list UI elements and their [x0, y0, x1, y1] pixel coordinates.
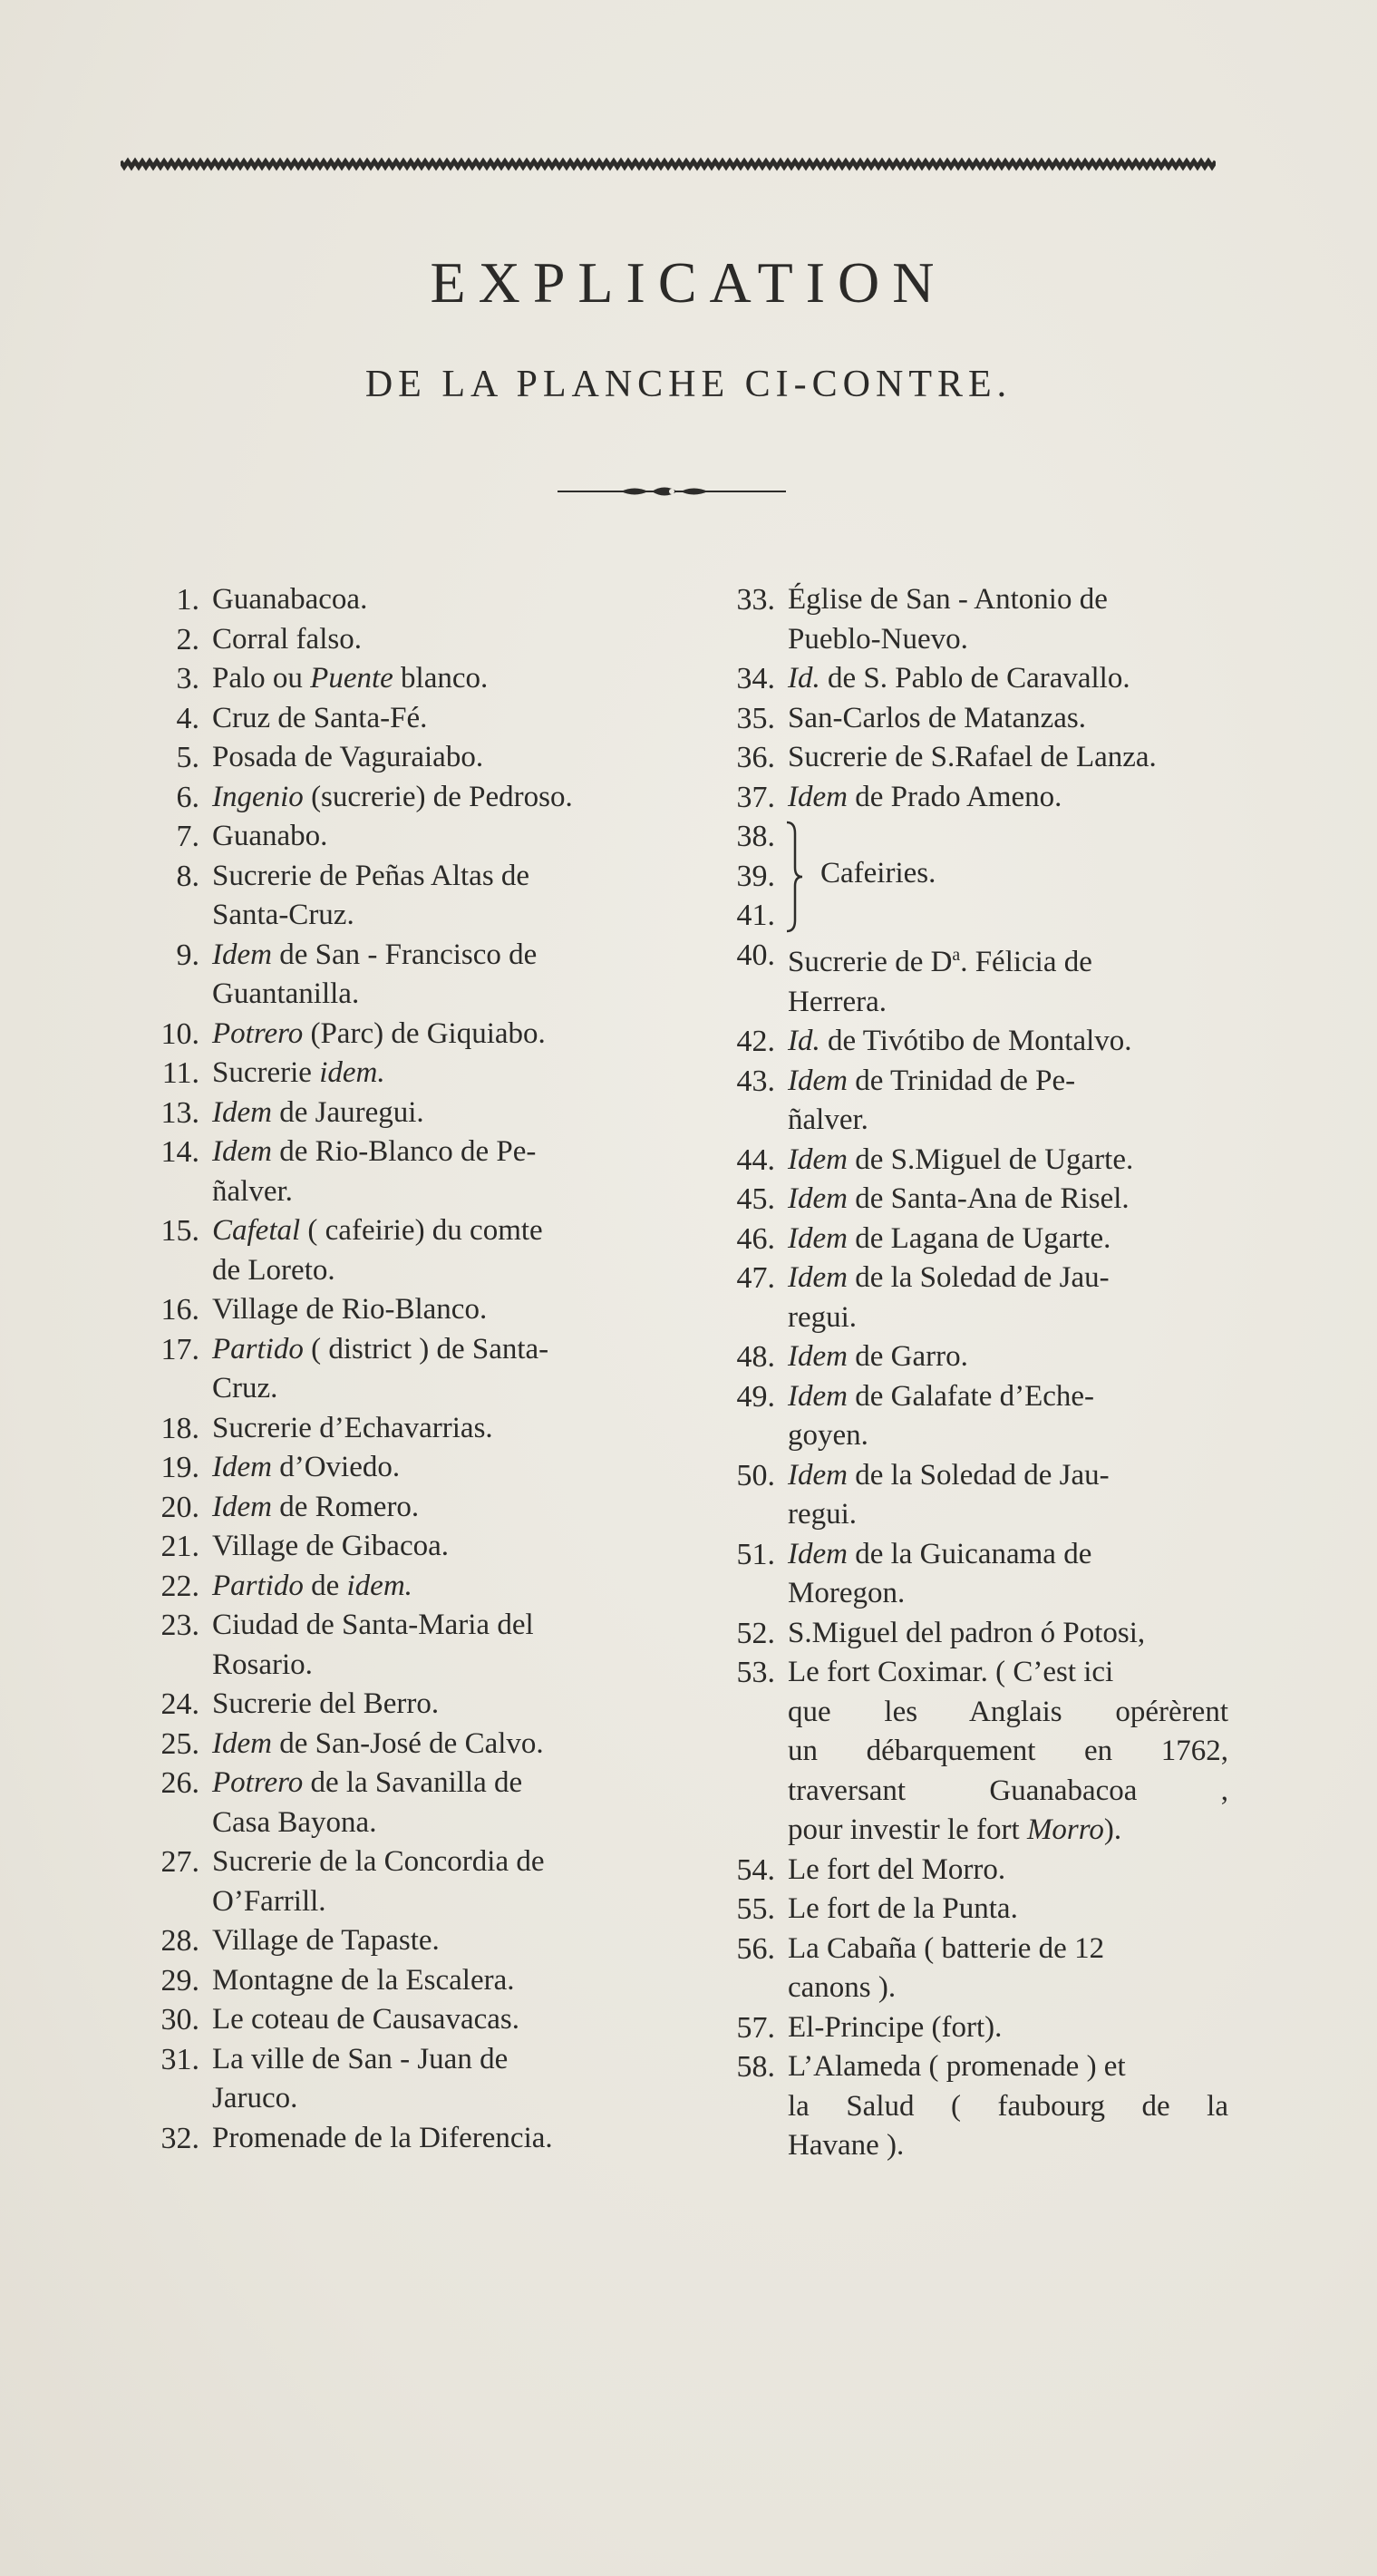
item-continuation: traversant Guanabacoa ,: [788, 1774, 1228, 1807]
brace-number: 38.: [736, 820, 775, 853]
list-item: [109, 1409, 653, 1449]
list-item: [684, 1022, 1228, 1062]
item-text: Idem de Lagana de Ugarte.: [788, 1221, 1111, 1255]
item-number: 4.: [176, 701, 199, 735]
list-item: [684, 1337, 1228, 1377]
list-item: [109, 1094, 653, 1133]
item-number: 46.: [736, 1221, 775, 1256]
item-number: 24.: [160, 1687, 199, 1721]
item-text: Posada de Vaguraiabo.: [212, 741, 484, 773]
list-item: [109, 699, 653, 739]
item-text: Idem de S.Miguel de Ugarte.: [788, 1142, 1134, 1176]
item-number: 37.: [736, 780, 775, 814]
item-text: Idem de Trinidad de Pe-: [788, 1064, 1076, 1097]
item-continuation: Casa Bayona.: [212, 1805, 377, 1839]
list-item: [684, 1259, 1228, 1337]
list-item: [684, 738, 1228, 778]
item-text: Montagne de la Escalera.: [212, 1963, 515, 1997]
item-text: Idem de Rio-Blanco de Pe-: [212, 1135, 537, 1168]
item-number: 11.: [161, 1056, 199, 1090]
item-continuation: Rosario.: [212, 1648, 313, 1681]
list-item: [109, 1685, 653, 1725]
item-number: 53.: [736, 1656, 775, 1689]
item-number: 48.: [736, 1340, 775, 1374]
item-number: 55.: [736, 1892, 775, 1926]
list-item: [109, 817, 653, 857]
list-item: [109, 1330, 653, 1409]
item-number: 22.: [160, 1569, 199, 1603]
list-item: [109, 659, 653, 699]
item-number: 26.: [160, 1766, 199, 1800]
item-number: 44.: [736, 1142, 775, 1177]
item-number: 42.: [736, 1025, 775, 1058]
item-number: 50.: [736, 1458, 775, 1492]
curly-brace-icon: [784, 821, 806, 933]
item-number: 33.: [736, 583, 775, 617]
brace-group: [684, 817, 1228, 936]
item-text: Idem d’Oviedo.: [212, 1451, 401, 1483]
list-item: [109, 2000, 653, 2040]
item-number: 8.: [176, 859, 199, 893]
item-continuation: la Salud ( faubourg de la: [788, 2089, 1228, 2123]
ornament-divider: [558, 481, 786, 502]
list-item: [109, 2040, 653, 2119]
list-item: [109, 1961, 653, 2001]
item-text: Idem de Galafate d’Eche-: [788, 1379, 1095, 1413]
list-item: [684, 1456, 1228, 1535]
item-text: Sucrerie d’Echavarrias.: [212, 1411, 493, 1444]
item-text: Le coteau de Causavacas.: [212, 2003, 519, 2036]
item-continuation: regui.: [788, 1498, 858, 1531]
item-number: 54.: [736, 1852, 775, 1887]
list-item: [109, 1132, 653, 1211]
item-continuation: ñalver.: [212, 1174, 293, 1208]
item-text: Idem de Santa-Ana de Risel.: [788, 1182, 1130, 1215]
item-text: Corral falso.: [212, 622, 362, 656]
item-continuation: goyen.: [788, 1419, 868, 1452]
item-text: Idem de la Soledad de Jau-: [788, 1458, 1110, 1492]
item-text: Idem de Jauregui.: [212, 1095, 424, 1129]
item-continuation: O’Farrill.: [212, 1884, 326, 1918]
list-item: [109, 1211, 653, 1290]
item-text: Sucrerie idem.: [212, 1056, 385, 1089]
item-number: 2.: [176, 622, 199, 656]
item-text: La ville de San - Juan de: [212, 2042, 509, 2075]
item-continuation: Moregon.: [788, 1577, 906, 1609]
list-item: [109, 778, 653, 818]
item-number: 17.: [160, 1332, 199, 1366]
item-text: Guanabo.: [212, 820, 328, 852]
item-text: Idem de la Guicanama de: [788, 1537, 1092, 1570]
item-number: 18.: [160, 1411, 199, 1445]
list-item: [109, 580, 653, 620]
list-item: [109, 2119, 653, 2159]
item-number: 58.: [736, 2050, 775, 2084]
item-text: Cruz de Santa-Fé.: [212, 701, 428, 734]
item-number: 13.: [160, 1095, 199, 1130]
item-text: Ciudad de Santa-Maria del: [212, 1609, 534, 1641]
item-text: Guanabacoa.: [212, 583, 368, 616]
list-item: [109, 1842, 653, 1921]
list-item: [684, 1535, 1228, 1614]
item-continuation: de Loreto.: [212, 1253, 335, 1287]
list-item: [684, 778, 1228, 818]
item-continuation: Guantanilla.: [212, 977, 360, 1010]
item-text: Église de San - Antonio de: [788, 583, 1108, 616]
list-item: [109, 1567, 653, 1607]
item-number: 43.: [736, 1064, 775, 1098]
right-column: [684, 580, 1228, 2166]
list-item: [109, 1764, 653, 1842]
item-text: Id. de S. Pablo de Caravallo.: [788, 662, 1130, 695]
item-number: 35.: [736, 701, 775, 735]
item-number: 51.: [736, 1537, 775, 1571]
item-text: Idem de la Soledad de Jau-: [788, 1261, 1110, 1294]
item-number: 10.: [160, 1016, 199, 1051]
item-number: 7.: [176, 820, 199, 853]
left-column: [109, 580, 653, 2158]
item-continuation: pour investir le fort Morro).: [788, 1813, 1122, 1846]
item-number: 32.: [160, 2121, 199, 2155]
item-continuation: un débarquement en 1762,: [788, 1735, 1228, 1767]
item-text: Sucrerie de S.Rafael de Lanza.: [788, 741, 1157, 773]
item-continuation: Havane ).: [788, 2129, 905, 2162]
item-text: Idem de San-José de Calvo.: [212, 1726, 544, 1760]
item-number: 21.: [160, 1530, 199, 1563]
item-number: 23.: [160, 1609, 199, 1642]
item-text: Idem de Romero.: [212, 1490, 420, 1523]
item-number: 15.: [160, 1214, 199, 1248]
list-item: [109, 1290, 653, 1330]
item-number: 5.: [176, 741, 199, 774]
item-text: La Cabaña ( batterie de 12: [788, 1931, 1105, 1965]
item-text: Sucrerie de Peñas Altas de: [212, 859, 530, 892]
list-item: [109, 738, 653, 778]
item-text: Le fort Coximar. ( C’est ici: [788, 1656, 1114, 1688]
item-text: Village de Gibacoa.: [212, 1530, 449, 1562]
item-number: 6.: [176, 780, 199, 814]
list-item: [109, 620, 653, 660]
list-item: [109, 936, 653, 1015]
item-number: 14.: [160, 1135, 199, 1169]
item-number: 27.: [160, 1845, 199, 1879]
list-item: [684, 1851, 1228, 1891]
item-text: L’Alameda ( promenade ) et: [788, 2050, 1126, 2083]
list-item: [109, 1606, 653, 1685]
item-number: 30.: [160, 2003, 199, 2036]
item-continuation: Santa-Cruz.: [212, 899, 354, 931]
item-number: 16.: [160, 1293, 199, 1327]
item-number: 40.: [736, 938, 775, 972]
item-continuation: Herrera.: [788, 985, 887, 1018]
item-continuation: que les Anglais opérèrent: [788, 1695, 1228, 1728]
item-text: Partido ( district ) de Santa-: [212, 1332, 549, 1366]
item-continuation: regui.: [788, 1300, 858, 1334]
list-item: [684, 1062, 1228, 1141]
item-text: Promenade de la Diferencia.: [212, 2121, 553, 2154]
item-number: 36.: [736, 741, 775, 774]
item-text: Idem de Garro.: [788, 1340, 968, 1373]
list-item: [684, 1653, 1228, 1851]
list-item: [684, 1890, 1228, 1930]
item-number: 29.: [160, 1963, 199, 1998]
item-number: 28.: [160, 1924, 199, 1958]
item-number: 1.: [176, 583, 199, 617]
list-item: [684, 2008, 1228, 2048]
list-item: [109, 1921, 653, 1961]
item-text: Village de Tapaste.: [212, 1924, 440, 1957]
page-title: EXPLICATION: [430, 250, 947, 315]
list-item: [109, 1488, 653, 1528]
list-item: [109, 1448, 653, 1488]
list-item: [684, 659, 1228, 699]
item-number: 19.: [160, 1451, 199, 1484]
list-item: [684, 1141, 1228, 1181]
list-item: [684, 2047, 1228, 2166]
item-text: Idem de San - Francisco de: [212, 938, 538, 971]
list-item: [684, 699, 1228, 739]
list-item: [109, 1527, 653, 1567]
item-text: Le fort de la Punta.: [788, 1892, 1018, 1925]
item-continuation: Pueblo-Nuevo.: [788, 622, 968, 656]
item-text: Le fort del Morro.: [788, 1852, 1006, 1886]
item-number: 9.: [176, 938, 199, 972]
item-text: Potrero (Parc) de Giquiabo.: [212, 1016, 546, 1050]
list-item: [684, 1220, 1228, 1259]
item-continuation: Jaruco.: [212, 2082, 298, 2114]
item-text: S.Miguel del padron ó Potosi,: [788, 1616, 1146, 1649]
list-item: [684, 1930, 1228, 2008]
brace-number: 39.: [736, 859, 775, 893]
list-item: [684, 1180, 1228, 1220]
item-text: Sucrerie de la Concordia de: [212, 1845, 545, 1878]
item-continuation: canons ).: [788, 1971, 897, 2004]
item-number: 52.: [736, 1616, 775, 1650]
item-number: 47.: [736, 1261, 775, 1295]
item-text: Village de Rio-Blanco.: [212, 1293, 488, 1326]
item-number: 56.: [736, 1931, 775, 1966]
list-item: [109, 1015, 653, 1055]
item-number: 25.: [160, 1726, 199, 1761]
item-number: 31.: [160, 2042, 199, 2076]
item-text: Sucrerie de $D^a$. Félicia de: [788, 945, 1092, 978]
list-item: [109, 1725, 653, 1764]
item-continuation: ñalver.: [788, 1103, 868, 1136]
item-text: San-Carlos de Matanzas.: [788, 701, 1086, 734]
item-number: 49.: [736, 1379, 775, 1414]
list-item: [684, 580, 1228, 659]
item-text: Id. de Tivótibo de Montalvo.: [788, 1025, 1132, 1057]
list-item: [684, 1614, 1228, 1654]
item-number: 20.: [160, 1490, 199, 1524]
item-text: Sucrerie del Berro.: [212, 1687, 440, 1720]
page-subtitle: DE LA PLANCHE CI-CONTRE.: [364, 364, 1013, 405]
brace-numbers: [684, 817, 775, 936]
item-number: 57.: [736, 2010, 775, 2045]
list-item: [109, 857, 653, 936]
item-text: Idem de Prado Ameno.: [788, 780, 1062, 813]
item-number: 3.: [176, 662, 199, 695]
list-item: [684, 1377, 1228, 1456]
item-text: Ingenio (sucrerie) de Pedroso.: [212, 780, 573, 813]
list-item: [109, 1054, 653, 1094]
brace-label: Cafeiries.: [820, 857, 936, 889]
item-number: 34.: [736, 662, 775, 695]
item-continuation: Cruz.: [212, 1372, 278, 1405]
list-item: [684, 936, 1228, 1022]
item-text: Potrero de la Savanilla de: [212, 1766, 523, 1799]
item-text: El-Principe (fort).: [788, 2010, 1003, 2044]
brace-number: 41.: [736, 899, 775, 932]
item-text: Palo ou Puente blanco.: [212, 662, 489, 695]
top-ornament-rule: [121, 154, 1216, 178]
item-text: Cafetal ( cafeirie) du comte: [212, 1214, 543, 1247]
item-number: 45.: [736, 1182, 775, 1216]
item-text: Partido de idem.: [212, 1569, 412, 1602]
